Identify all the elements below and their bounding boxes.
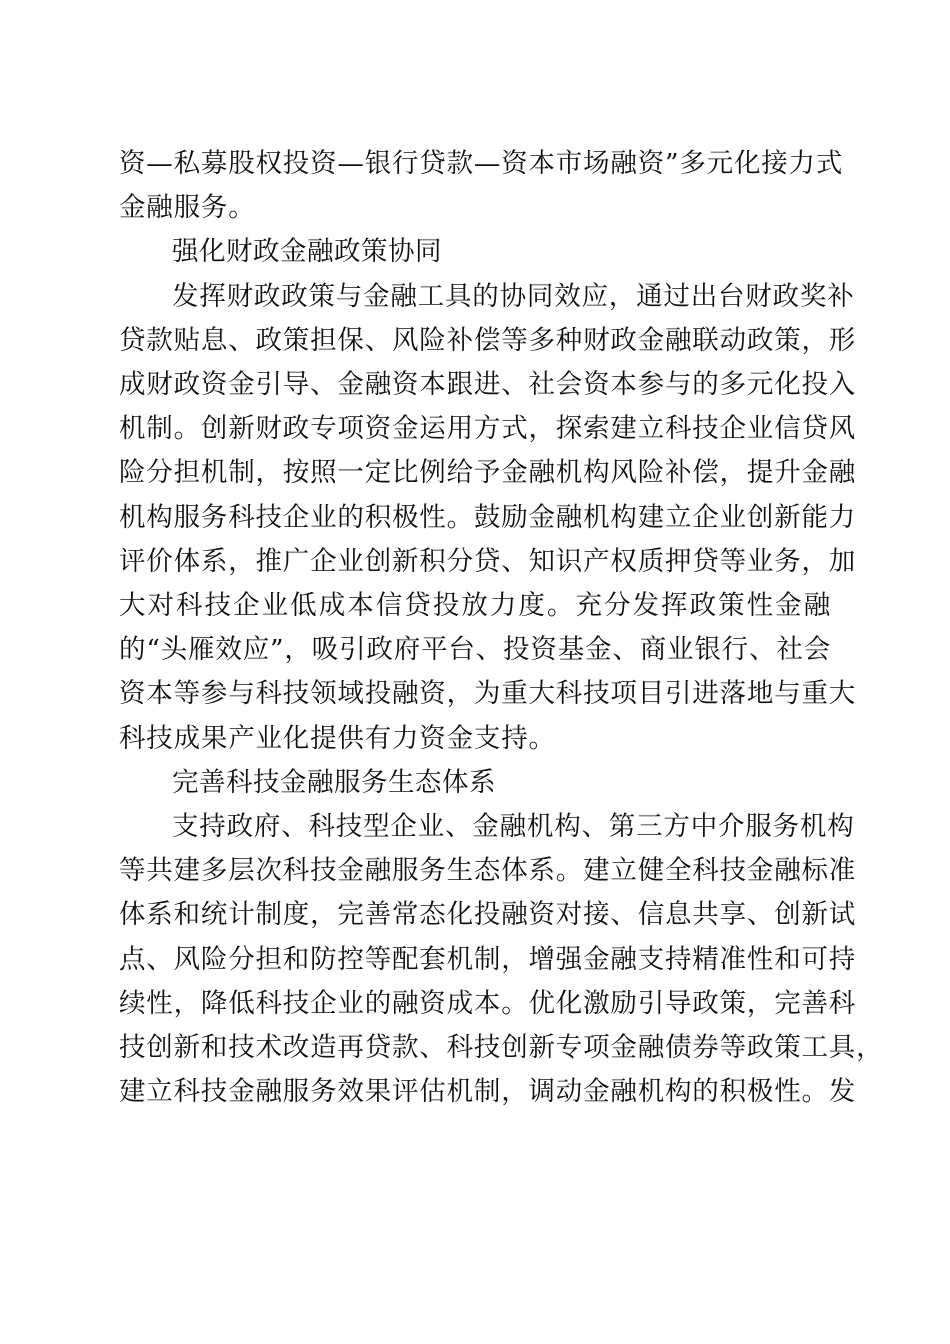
text-line: 资—私募股权投资—银行贷款—资本市场融资”多元化接力式 xyxy=(119,148,844,179)
text-line: 机制。创新财政专项资金运用方式，探索建立科技企业信贷风 xyxy=(119,413,857,444)
text-line: 成财政资金引导、金融资本跟进、社会资本参与的多元化投入 xyxy=(119,369,857,400)
text-line: 贷款贴息、政策担保、风险补偿等多种财政金融联动政策，形 xyxy=(119,325,857,356)
text-line: 评价体系，推广企业创新积分贷、知识产权质押贷等业务，加 xyxy=(119,546,857,577)
text-line: 机构服务科技企业的积极性。鼓励金融机构建立企业创新能力 xyxy=(119,502,857,533)
text-line: 险分担机制，按照一定比例给予金融机构风险补偿，提升金融 xyxy=(119,457,857,488)
text-line: 续性，降低科技企业的融资成本。优化激励引导政策，完善科 xyxy=(119,988,857,1019)
text-line: 等共建多层次科技金融服务生态体系。建立健全科技金融标准 xyxy=(119,855,857,886)
section-heading: 强化财政金融政策协同 xyxy=(172,236,442,267)
text-line: 金融服务。 xyxy=(119,192,256,223)
text-line: 技创新和技术改造再贷款、科技创新专项金融债券等政策工具， xyxy=(119,1032,884,1063)
text-line: 的“头雁效应”，吸引政府平台、投资基金、商业银行、社会 xyxy=(119,634,831,665)
text-line: 建立科技金融服务效果评估机制，调动金融机构的积极性。发 xyxy=(119,1076,857,1107)
text-line: 科技成果产业化提供有力资金支持。 xyxy=(119,723,556,754)
section-heading: 完善科技金融服务生态体系 xyxy=(172,767,496,798)
paragraph-first-line: 支持政府、科技型企业、金融机构、第三方中介服务机构 xyxy=(172,811,855,842)
text-line: 体系和统计制度，完善常态化投融资对接、信息共享、创新试 xyxy=(119,899,857,930)
text-line: 点、风险分担和防控等配套机制，增强金融支持精准性和可持 xyxy=(119,944,857,975)
text-line: 大对科技企业低成本信贷投放力度。充分发挥政策性金融 xyxy=(119,590,831,621)
text-line: 资本等参与科技领域投融资，为重大科技项目引进落地与重大 xyxy=(119,678,857,709)
paragraph-first-line: 发挥财政政策与金融工具的协同效应，通过出台财政奖补 xyxy=(172,281,855,312)
